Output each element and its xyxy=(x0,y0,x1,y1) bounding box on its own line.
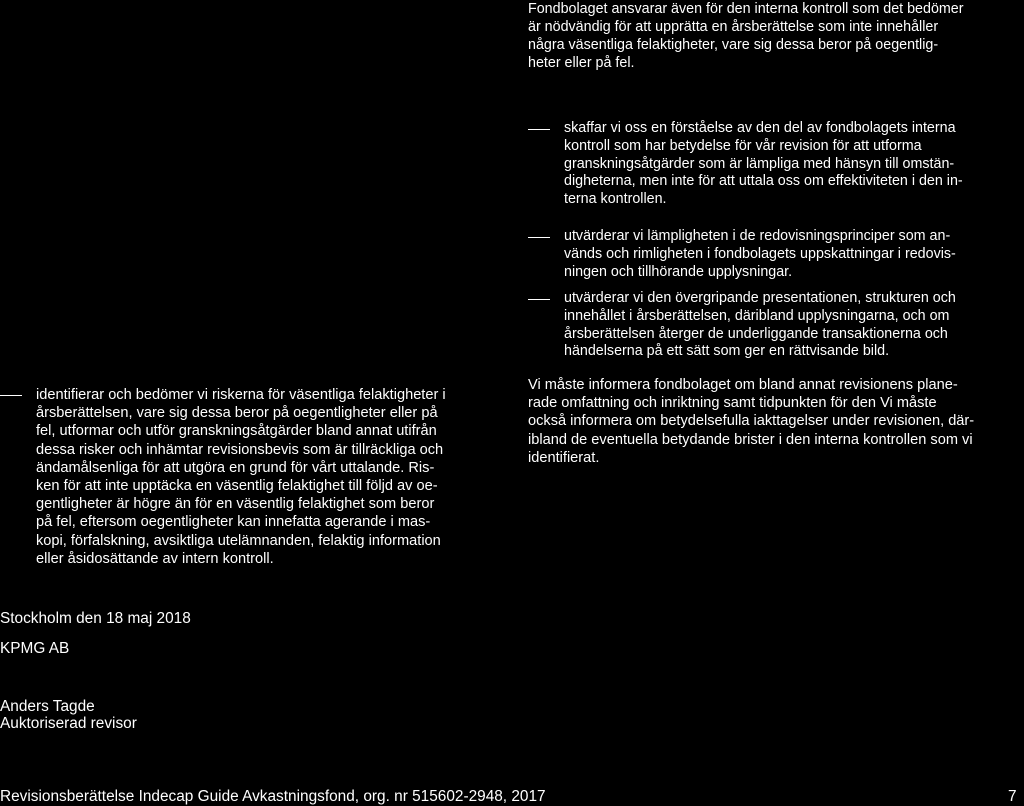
text-line: granskningsåtgärder som är lämpliga med hänsyn till omstän- xyxy=(564,155,955,172)
text-line: vänds och rimligheten i fondbolagets uppskattningar i redovis- xyxy=(564,245,956,262)
text-line: Vi måste informera fondbolaget om bland annat revisionens plane- xyxy=(528,377,958,393)
text-line: ningen och tillhörande upplysningar. xyxy=(564,263,793,280)
text-line: ken för att inte upptäcka en väsentlig felaktighet till följd av oe- xyxy=(36,478,438,495)
text-line: dessa risker och inhämtar revisionsbevis som är tillräckliga och xyxy=(36,441,444,458)
dash-icon xyxy=(528,299,550,300)
footer-page-number: 7 xyxy=(1008,788,1017,805)
text-line: ibland de eventuella betydande brister i den interna kontrollen som vi xyxy=(528,431,973,448)
text-line: Fondbolaget ansvarar även för den interna kontroll som det bedömer xyxy=(528,1,964,17)
text-line: eller åsidosättande av intern kontroll. xyxy=(36,550,274,567)
text-line: skaffar vi oss en förståelse av den del av fondbolagets interna xyxy=(564,120,956,136)
text-line: heter eller på fel. xyxy=(528,55,635,72)
text-line: digheterna, men inte för att uttala oss om effektiviteten i den in- xyxy=(564,173,963,190)
right-closing-paragraph xyxy=(528,376,974,467)
firm-name: KPMG AB xyxy=(0,640,70,657)
footer-document-title: Revisionsberättelse Indecap Guide Avkastningsfond, org. nr 515602-2948, 2017 xyxy=(0,788,546,805)
right-bullet-1-text xyxy=(564,120,963,209)
right-bullet-3-text xyxy=(564,290,956,361)
right-bullet-2-text xyxy=(564,228,956,281)
text-line: årsberättelsen återger de underliggande transaktionerna och xyxy=(564,325,948,342)
right-bullet-2 xyxy=(528,228,550,238)
left-bullet xyxy=(0,386,22,396)
place-date: Stockholm den 18 maj 2018 xyxy=(0,610,191,627)
signer-name: Anders Tagde xyxy=(0,698,95,715)
text-line: årsberättelsen, vare sig dessa beror på oegentligheter eller på xyxy=(36,405,438,422)
text-line: kontroll som har betydelse för vår revision för att utforma xyxy=(564,137,922,154)
text-line: identifierar och bedömer vi riskerna för väsentliga felaktigheter i xyxy=(36,387,446,403)
dash-icon xyxy=(528,129,550,130)
text-line: är nödvändig för att upprätta en årsberättelse som inte innehåller xyxy=(528,19,939,36)
signature-firm xyxy=(0,639,69,658)
text-line: utvärderar vi lämpligheten i de redovisningsprinciper som an- xyxy=(564,228,951,244)
signer-title: Auktoriserad revisor xyxy=(0,715,137,732)
dash-icon xyxy=(528,237,550,238)
signature-person xyxy=(0,698,137,732)
signature-place-date xyxy=(0,609,191,628)
left-bullet-text xyxy=(36,386,446,568)
right-bullet-3 xyxy=(528,290,550,300)
right-top-paragraph xyxy=(528,0,964,72)
text-line: identifierat. xyxy=(528,449,600,466)
text-line: fel, utformar och utför granskningsåtgärder bland annat utifrån xyxy=(36,423,437,440)
text-line: också informera om betydelsefulla iakttagelser under revisionen, där- xyxy=(528,413,975,430)
text-line: innehållet i årsberättelsen, däribland upplysningarna, och om xyxy=(564,307,950,324)
right-bullet-1 xyxy=(528,120,550,130)
text-line: utvärderar vi den övergripande presentationen, strukturen och xyxy=(564,290,956,306)
text-line: terna kontrollen. xyxy=(564,191,667,208)
text-line: ändamålsenliga för att utgöra en grund för vårt uttalande. Ris- xyxy=(36,459,435,476)
text-line: händelserna på ett sätt som ger en rättvisande bild. xyxy=(564,343,890,360)
dash-icon xyxy=(0,395,22,396)
text-line: rade omfattning och inriktning samt tidpunkten för den Vi måste xyxy=(528,395,937,412)
text-line: några väsentliga felaktigheter, vare sig dessa beror på oegentlig- xyxy=(528,37,939,54)
text-line: kopi, förfalskning, avsiktliga utelämnanden, felaktig information xyxy=(36,532,441,549)
text-line: på fel, eftersom oegentligheter kan innefatta agerande i mas- xyxy=(36,514,431,531)
text-line: gentligheter är högre än för en väsentlig felaktighet som beror xyxy=(36,496,435,513)
